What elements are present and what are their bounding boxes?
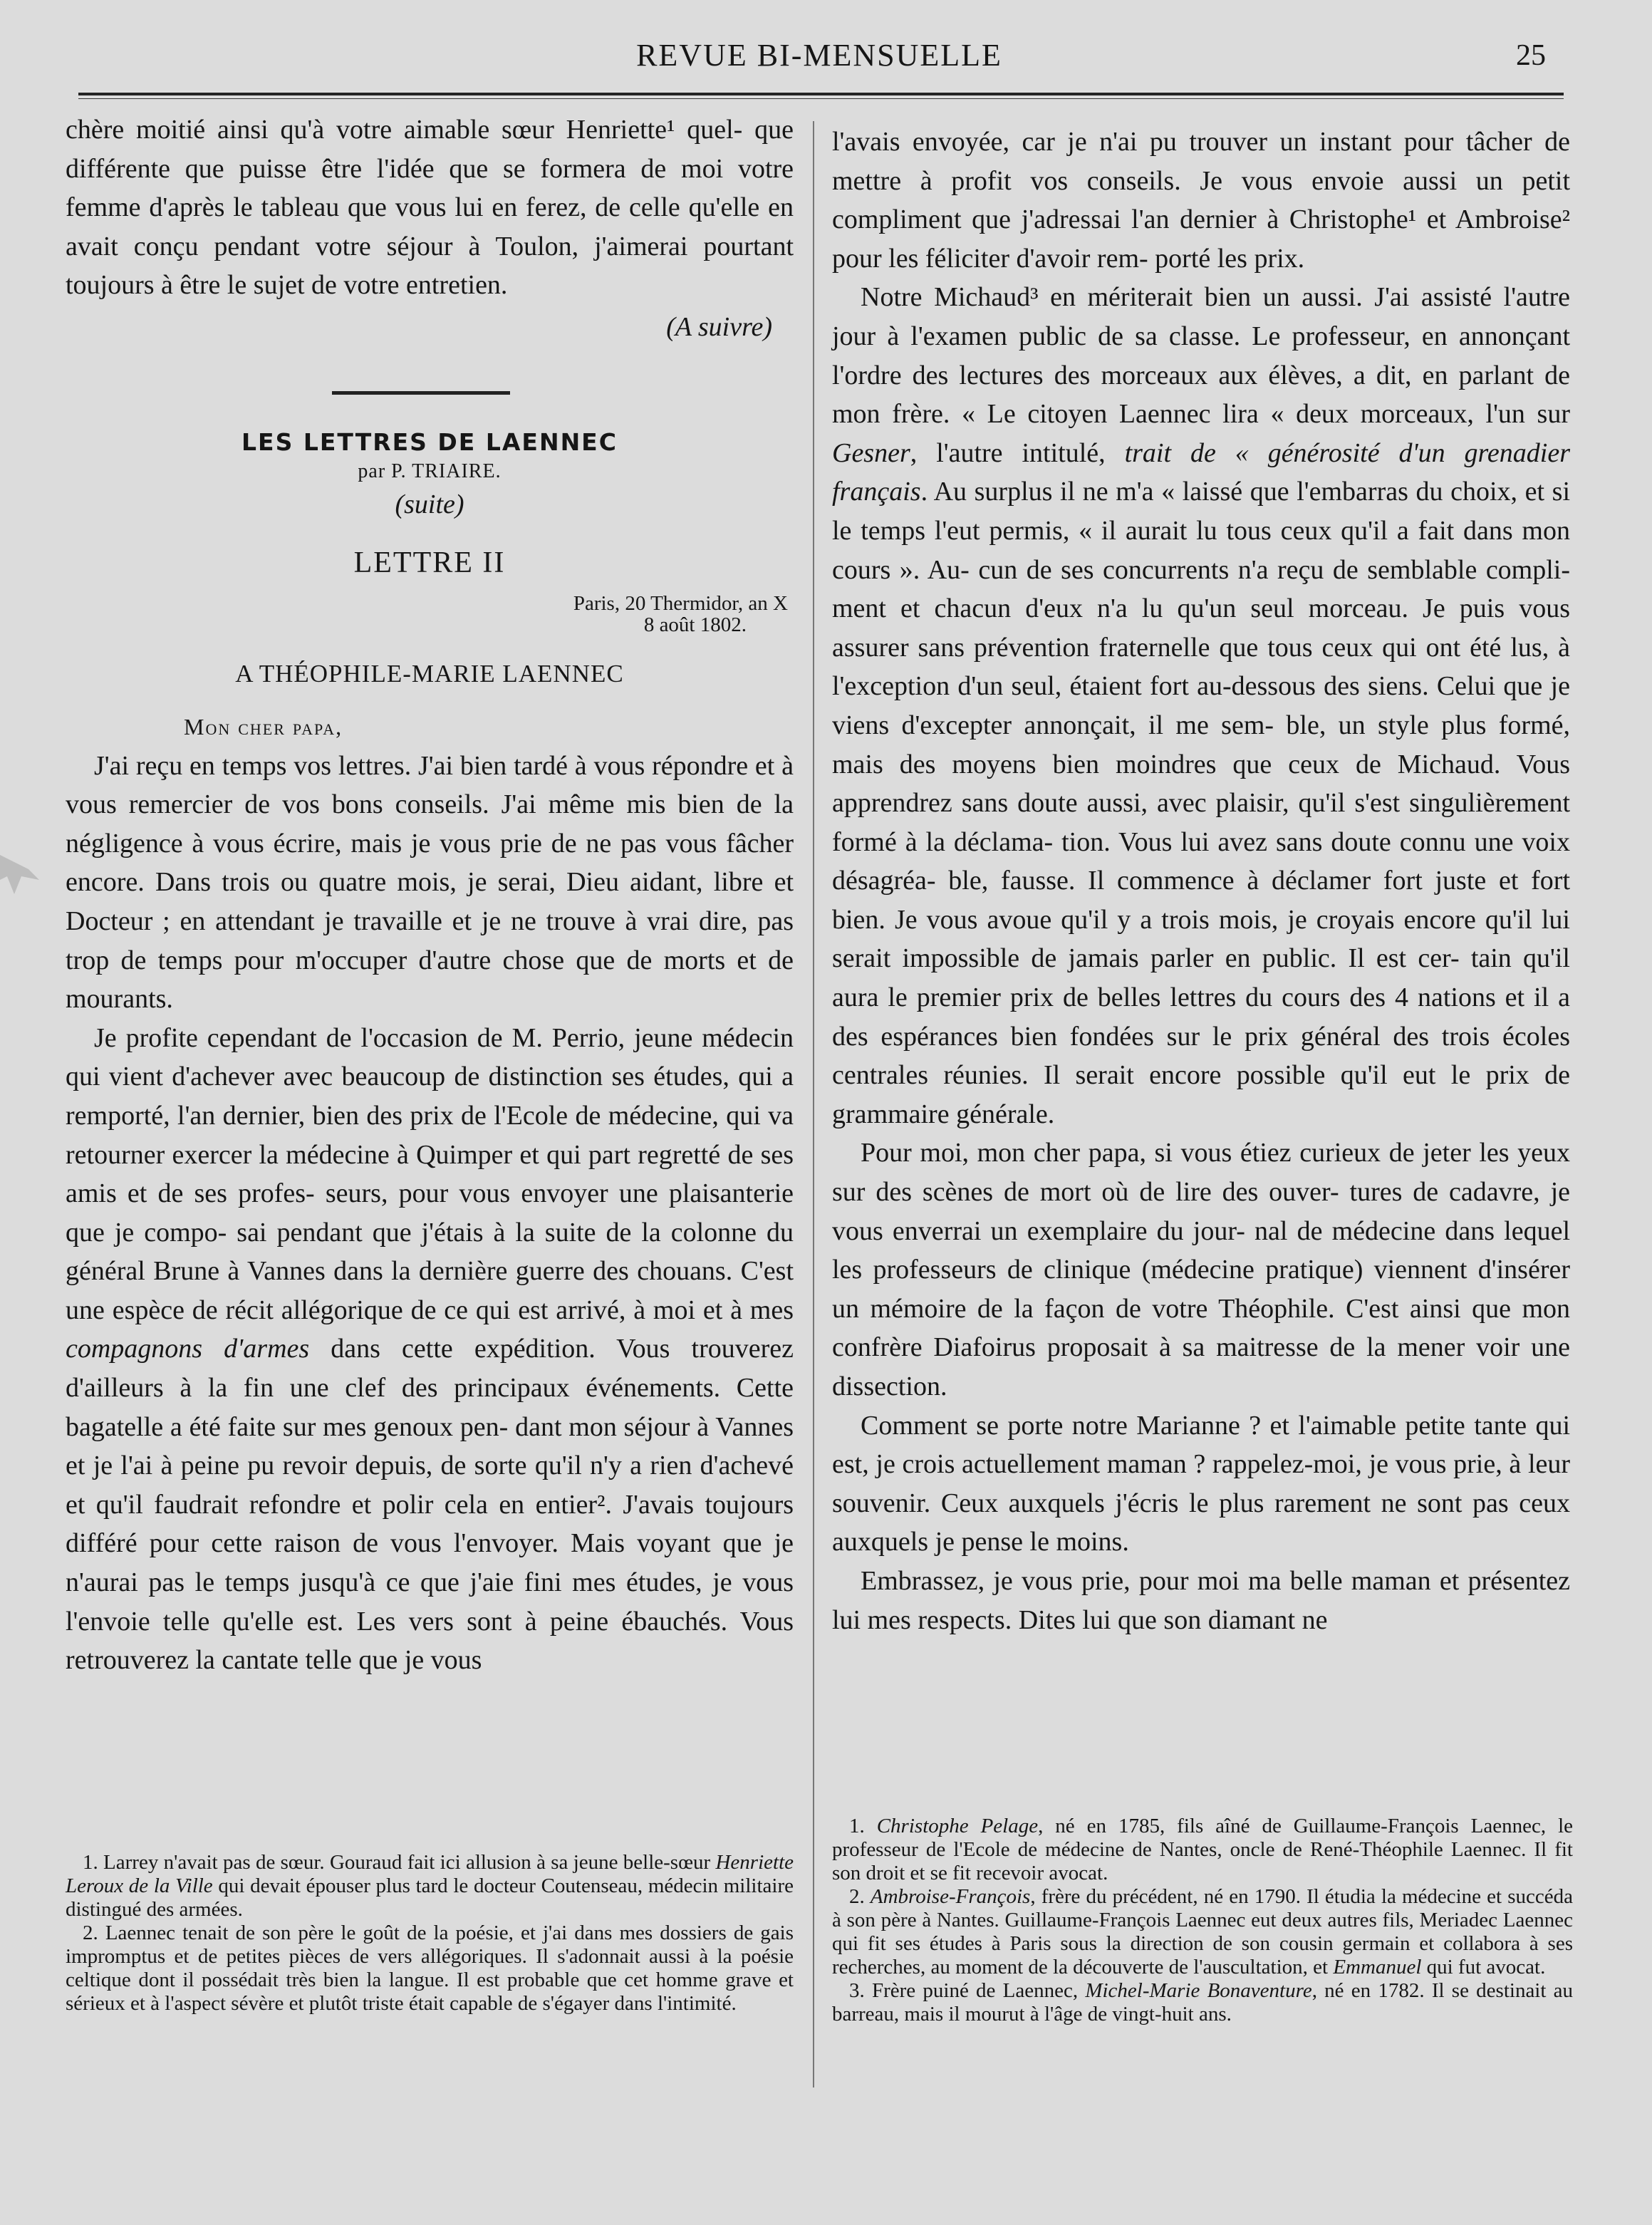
line: Embrassez, je vous prie, pour moi ma belle maman et [861, 1565, 1460, 1596]
footnote-number: 2. [849, 1885, 865, 1908]
line: même mis bien de la négligence à vous écrire, mais je [66, 789, 794, 859]
line: des siens. Celui que je viens d'excepter annonçait, il me sem- [832, 671, 1570, 740]
line: dissection. [832, 1371, 947, 1401]
footnote-text: 3. Frère puiné de Laennec, [849, 1979, 1079, 2002]
line: ses études, qui a remporté, l'an dernier, bien des prix de [66, 1062, 794, 1131]
line: médecin qui vient d'achever avec beaucoup de distinction [66, 1022, 794, 1092]
footnotes-right [832, 1815, 1573, 2026]
line: rarement ne sont pas ceux auxquels je pense le moins. [832, 1488, 1570, 1557]
line: cun de ses concurrents n'a reçu de semblable compli- [978, 554, 1571, 585]
line: celle qu'elle en avait conçu pendant votre séjour à Toulon, [66, 192, 794, 261]
footnote-text: qui fut avocat. [1426, 1956, 1546, 1978]
date-line-1: Paris, 20 Thermidor, an X [573, 591, 788, 615]
footnotes-left [66, 1851, 794, 2016]
paragraph [832, 1406, 1570, 1562]
paragraph [832, 123, 1570, 278]
line: Notre Michaud³ en mériterait bien un aussi. J'ai assisté [861, 282, 1492, 313]
line: ébauchés. Vous retrouverez la cantate telle que je vous [66, 1606, 794, 1676]
footnote-1 [66, 1851, 794, 1921]
page-number: 25 [1516, 39, 1546, 72]
line: en annonçant l'ordre des lectures des morceaux aux élèves, [832, 321, 1571, 390]
paragraph [832, 278, 1570, 1134]
line: ment et chacun d'eux n'a lu qu'un seul morceau. Je puis [832, 593, 1505, 624]
line: a dit, en parlant de mon frère. « Le citoyen Laennec lira [832, 360, 1571, 430]
line: à moi et à mes [633, 1295, 794, 1325]
line: façon de votre Théophile. C'est ainsi que mon confrère [832, 1293, 1570, 1363]
line: je vous l'envoie telle qu'elle est. Les vers sont à peine [66, 1567, 794, 1637]
paper-stain [0, 848, 43, 898]
line: J'ai reçu en temps vos lettres. J'ai bien tardé à vous [94, 750, 645, 781]
article-title: LES LETTRES DE LAENNEC [241, 427, 618, 456]
line: dans cette expédition. [331, 1334, 596, 1364]
line: événements. Cette bagatelle a été faite sur mes genoux pen- [66, 1373, 794, 1442]
footnote-italic: Ambroise-François [870, 1885, 1031, 1908]
line: je vous prie, à leur souvenir. Ceux auxquels j'écris le plus [832, 1449, 1571, 1518]
line: que ceux de Michaud. Vous apprendrez sans doute aussi, [832, 749, 1570, 819]
date-line-2: 8 août 1802. [643, 613, 747, 636]
italic-phrase: compagnons d'armes [66, 1334, 310, 1364]
line: ont été lus, à l'exception d'un seul, étaient fort au-dessous [832, 632, 1570, 702]
footnote-2: 2. Laennec tenait de son père le goût de la poésie, et j'ai dans mes dossiers de gais impromptus et de petites pièces de vers allégoriques. Il s'adonnait aussi à la poésie celtique dont il possédait très bien la langue. Il est probable que cet homme grave et sérieux et à l'aspect sévère et plutôt triste était capable de s'égayer dans l'intimité. [66, 1921, 794, 2015]
line: « il aurait lu tous ceux qu'il a fait dans mon cours ». Au- [832, 515, 1570, 585]
running-title: REVUE BI-MENSUELLE [636, 38, 1002, 73]
line: lui serait impossible de jamais parler en public. Il est cer- [832, 904, 1570, 974]
line: Comment se porte notre Marianne ? et l'aimable petite [861, 1410, 1465, 1441]
line: attendant je travaille et je ne trouve à vrai dire, pas trop [66, 906, 794, 975]
italic-phrase: Gesner [832, 437, 910, 468]
footnote-italic: Michel-Marie Bonaventure [1085, 1979, 1312, 2002]
addressee: A THÉOPHILE-MARIE LAENNEC [235, 659, 624, 688]
column-separator [813, 121, 814, 2087]
line: chère moitié ainsi qu'à votre aimable sœur Henriette¹ quel- [66, 115, 743, 145]
line: tion. Vous lui avez sans doute connu une voix désagréa- [832, 826, 1570, 896]
line: . Au surplus il ne m'a [920, 477, 1154, 507]
line: l'Ecole de médecine, qui va retourner exercer la médecine [66, 1100, 794, 1170]
line: tain qu'il aura le premier prix de belles lettres du cours [832, 943, 1570, 1013]
line: que différente que puisse être l'idée que se formera de moi [66, 115, 794, 184]
footnote-text: qui devait épouser plus tard le docteur Coutenseau, médecin militaire distingué des armées. [66, 1874, 794, 1921]
line: , l'autre intitulé, [910, 437, 1106, 468]
footnote-italic: Christophe Pelage [876, 1815, 1039, 1837]
line: ble, fausse. Il commence à déclamer fort juste et fort bien. [832, 866, 1570, 935]
line: tures de cadavre, je vous enverrai un exemplaire du jour- [832, 1177, 1570, 1246]
italic-phrase: trait de [1124, 437, 1216, 468]
paragraph [66, 1019, 794, 1680]
line: tâcher de mettre à profit vos conseils. Je vous envoie [832, 127, 1570, 196]
line: refondre et polir cela en entier². J'avais toujours différé [66, 1489, 794, 1559]
line: Christophe¹ et Ambroise² pour les féliciter d'avoir rem- [832, 204, 1571, 274]
line: j'aimerai pourtant toujours à être le sujet de votre entretien. [66, 231, 794, 301]
line: depuis, de sorte qu'il n'y a rien d'achevé et qu'il faudrait [66, 1451, 794, 1520]
footnote-text: , né en 1785, fils aîné de Guillaume-François Laennec, le professeur de l'Ecole de médecine de Nantes, oncle de René-Théophile Laennec. Il fit son droit et se fit recevoir avocat. [832, 1815, 1574, 1884]
footnote-italic: Henriette Leroux de la Ville [66, 1851, 794, 1897]
line: Je profite cependant de l'occasion de M. Perrio, jeune [94, 1022, 693, 1053]
right-column [832, 123, 1570, 1639]
line: ble, un style plus formé, mais des moyens bien moindres [832, 710, 1571, 779]
line: l'autre jour à l'examen public de sa classe. Le professeur, [832, 282, 1571, 351]
italic-phrase: « générosité d'un grenadier français [832, 437, 1571, 507]
line: n'aurai pas le temps jusqu'à ce que j'aie fini mes études, [66, 1567, 702, 1598]
section-rule [332, 391, 510, 395]
line: répondre et à vous remercier de vos bons conseils. J'ai [66, 750, 794, 820]
line: porté les prix. [1155, 243, 1305, 274]
line: de temps pour m'occuper d'autre chose que de morts et [120, 945, 757, 975]
line: sai pendant que j'étais à la suite de la colonne du général [66, 1217, 794, 1287]
article-suite: (suite) [395, 489, 464, 519]
line: tante qui est, je crois actuellement maman ? rappelez-moi, [832, 1410, 1571, 1480]
line: Diafoirus proposait à sa maitresse de la mener voir une [933, 1332, 1571, 1363]
left-column [66, 110, 794, 1680]
line: avec plaisir, qu'il s'est singulièrement formé à la déclama- [832, 788, 1571, 857]
a-suivre: (A suivre) [666, 311, 772, 342]
header-rule [78, 93, 1564, 95]
line: l'avais envoyée, car je n'ai pu trouver un instant pour [832, 127, 1454, 157]
line: votre femme d'après le tableau que vous lui en ferez, de [66, 153, 794, 223]
line: présentez lui mes respects. Dites lui que son diamant ne [832, 1565, 1570, 1635]
line: nal de médecine dans lequel les professeurs de clinique [832, 1215, 1571, 1285]
line: (médecine pratique) viennent d'insérer un mémoire de la [832, 1255, 1570, 1324]
article-author: par P. TRIAIRE. [358, 460, 502, 482]
continuation-paragraph [66, 110, 794, 305]
line: pour cette raison de vous l'envoyer. Mais voyant que je [149, 1528, 794, 1559]
line: C'est une espèce de récit allégorique de ce qui est arrivé, [66, 1256, 794, 1325]
dateline [66, 593, 794, 636]
line: à Quimper et qui part regretté de ses amis et de ses profes- [66, 1139, 794, 1209]
line: « laissé que l'embarras du choix, et si le temps l'eut permis, [832, 477, 1571, 546]
line: vous assurer sans prévention fraternelle que tous ceux qui [832, 593, 1570, 663]
line: aussi un petit compliment que j'adressai l'an dernier à [832, 165, 1571, 235]
line: Je vous avoue qu'il y a trois mois, je croyais encore qu'il [894, 904, 1532, 935]
line: Brune à Vannes dans la dernière guerre des chouans. [153, 1256, 733, 1287]
footnote-text: , né en 1782. Il se destinait au barreau, mais il mourut à l'âge de vingt-huit ans. [832, 1979, 1574, 2026]
paragraph [66, 747, 794, 1019]
line: possible qu'il eut le prix de grammaire générale. [832, 1060, 1571, 1129]
paragraph [832, 1562, 1570, 1639]
footnote-italic: Emmanuel [1333, 1956, 1422, 1978]
footnote-text: 1. Larrey n'avait pas de sœur. Gouraud fait ici allusion à sa jeune belle-sœur [83, 1851, 711, 1874]
line: jeter les yeux sur des scènes de mort où de lire des ouver- [832, 1138, 1570, 1208]
footnote-text: , frère du précédent, né en 1790. Il étudia la médecine et succéda à son père à Nantes. Guillaume-François Laennec eut deux autres fils, Meriadec Laennec qui fit ses études à Paris sous la direction de son cousin germain et collabora à ses recherches, au moment de la découverte de l'auscultation, et [832, 1885, 1573, 1978]
letter-title: LETTRE II [353, 546, 506, 579]
line: dant mon séjour à Vannes et je l'ai à peine pu revoir [66, 1411, 794, 1481]
paragraph [832, 1134, 1570, 1406]
page-header [78, 34, 1560, 77]
footnote-1 [832, 1815, 1573, 1885]
line: « deux morceaux, l'un sur [1270, 399, 1570, 430]
line: des 4 nations et il a des espérances bien fondées sur le prix [832, 982, 1570, 1052]
line: Vous trouverez d'ailleurs à la fin une clef des principaux [66, 1334, 794, 1404]
footnote-3 [832, 1979, 1573, 2026]
line: Pour moi, mon cher papa, si vous étiez curieux de [861, 1138, 1415, 1168]
footnote-number: 1. [849, 1815, 865, 1837]
line: général des trois écoles centrales réunies. Il serait encore [832, 1021, 1570, 1091]
salutation: Mon cher papa, [184, 713, 343, 740]
footnote-2 [832, 1885, 1573, 1979]
line: de mourants. [66, 945, 794, 1015]
header-rule-thin [78, 98, 1564, 99]
line: quatre mois, je serai, Dieu aidant, libre et Docteur ; en [66, 867, 794, 936]
line: vous prie de ne pas vous fâcher encore. Dans trois ou [66, 828, 794, 898]
line: seurs, pour vous envoyer une plaisanterie que je compo- [66, 1178, 794, 1248]
